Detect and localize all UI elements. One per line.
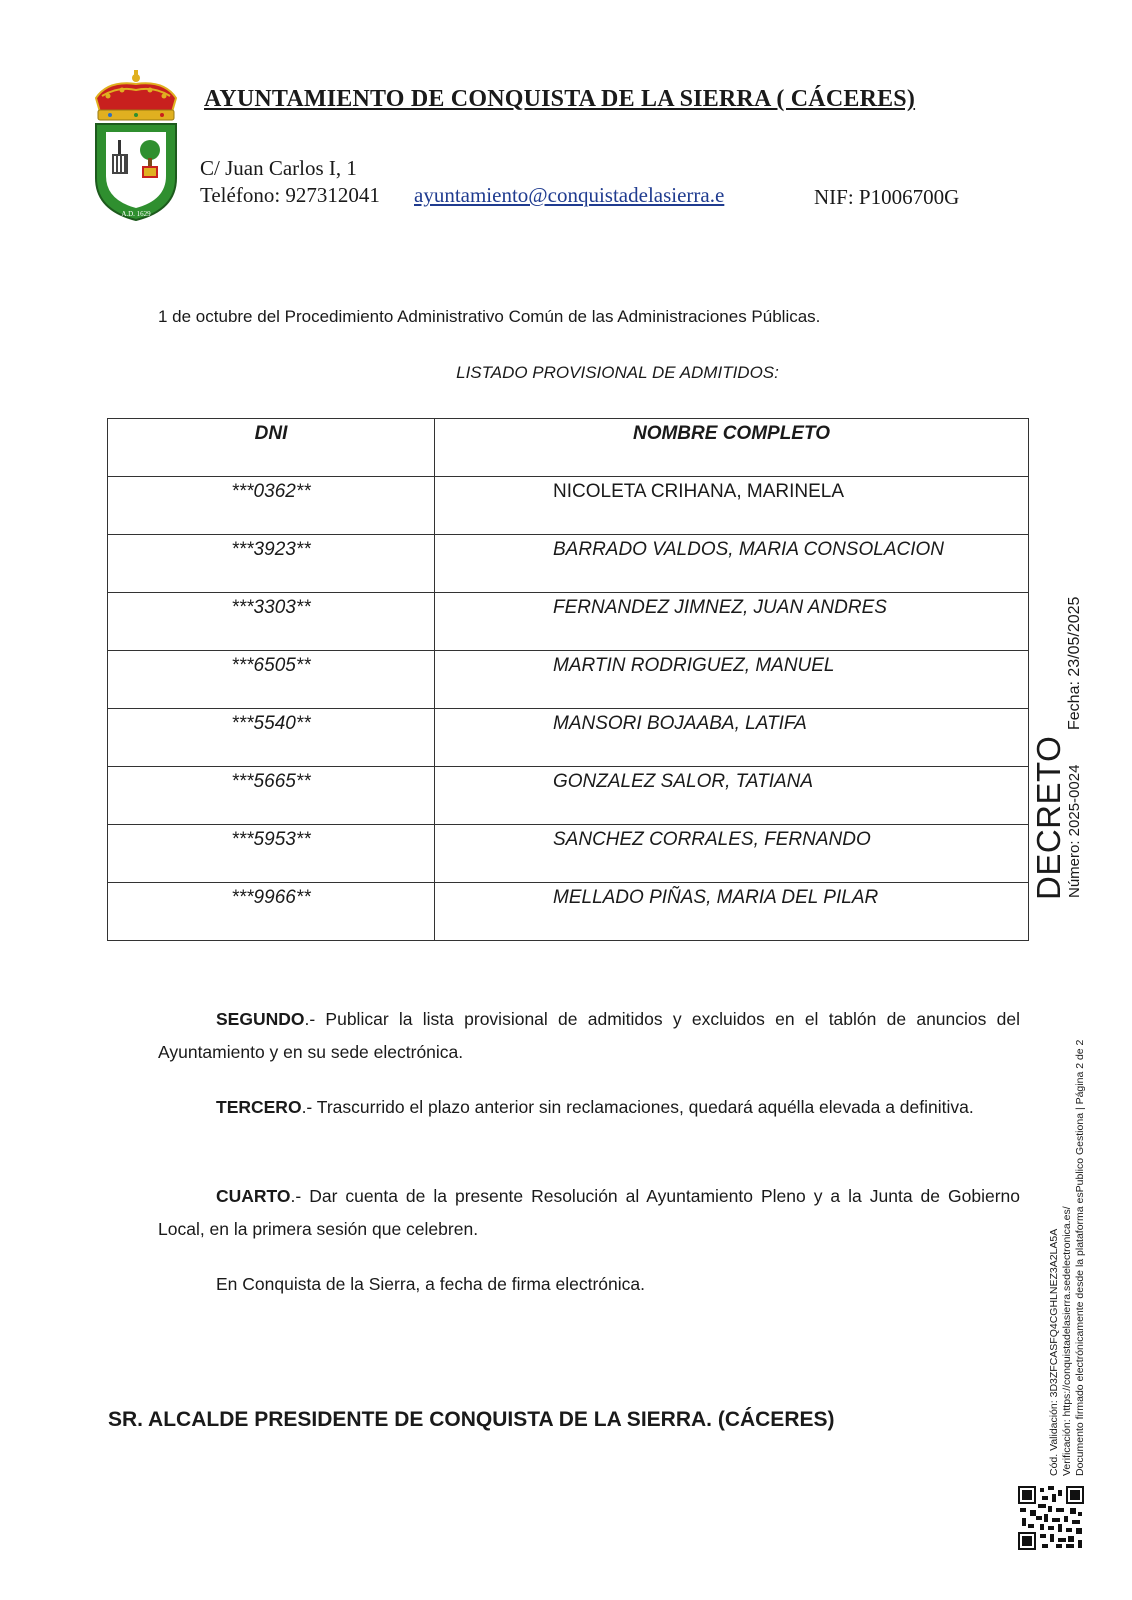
dni-cell: ***0362** bbox=[108, 477, 435, 535]
paragraph-segundo bbox=[158, 1003, 1020, 1069]
paragraph-tercero bbox=[158, 1091, 1020, 1124]
admitted-table bbox=[107, 418, 1029, 941]
stamp-signed-note: Documento firmado electrónicamente desde la plataforma esPublico Gestiona | Página 2 de 2 bbox=[1074, 1039, 1086, 1476]
name-cell: MELLADO PIÑAS, MARIA DEL PILAR bbox=[435, 883, 1029, 941]
name-cell: FERNANDEZ JIMNEZ, JUAN ANDRES bbox=[435, 593, 1029, 651]
stamp-verification-url[interactable]: Verificación: https://conquistadelasierra.sedelectronica.es/ bbox=[1061, 1206, 1073, 1476]
page-title: AYUNTAMIENTO DE CONQUISTA DE LA SIERRA ( CÁCERES) bbox=[204, 86, 916, 112]
stamp-validation-code: Cód. Validación: 3D3ZFCASFQ4CGHLNEZ3A2LA5A bbox=[1048, 1228, 1060, 1476]
table-row bbox=[108, 535, 1029, 593]
cuarto-text: .- Dar cuenta de la presente Resolución al Ayuntamiento Pleno y a la Junta de Gobierno Local, en la primera sesión que celebren. bbox=[158, 1186, 1020, 1239]
dni-cell: ***3303** bbox=[108, 593, 435, 651]
cuarto-label: CUARTO bbox=[216, 1186, 291, 1206]
table-row bbox=[108, 709, 1029, 767]
stamp-date: Fecha: 23/05/2025 bbox=[1066, 596, 1083, 730]
table-row bbox=[108, 593, 1029, 651]
qr-code-icon bbox=[1018, 1486, 1084, 1550]
tercero-text: .- Trascurrido el plazo anterior sin reclamaciones, quedará aquélla elevada a definitiva. bbox=[301, 1097, 974, 1117]
address-line: C/ Juan Carlos I, 1 bbox=[200, 156, 357, 180]
table-row bbox=[108, 883, 1029, 941]
dni-cell: ***5665** bbox=[108, 767, 435, 825]
segundo-label: SEGUNDO bbox=[216, 1009, 305, 1029]
stamp-number: Número: 2025-0024 bbox=[1066, 764, 1083, 898]
dni-cell: ***9966** bbox=[108, 883, 435, 941]
paragraph-cuarto bbox=[158, 1180, 1020, 1246]
phone-line: Teléfono: 927312041 bbox=[200, 183, 380, 207]
name-cell: MARTIN RODRIGUEZ, MANUEL bbox=[435, 651, 1029, 709]
name-cell: NICOLETA CRIHANA, MARINELA bbox=[435, 477, 1029, 535]
name-cell: SANCHEZ CORRALES, FERNANDO bbox=[435, 825, 1029, 883]
nif-line: NIF: P1006700G bbox=[814, 185, 960, 209]
name-cell: MANSORI BOJAABA, LATIFA bbox=[435, 709, 1029, 767]
name-cell: BARRADO VALDOS, MARIA CONSOLACION bbox=[435, 535, 1029, 593]
column-header-name: NOMBRE COMPLETO bbox=[435, 419, 1029, 477]
list-title: LISTADO PROVISIONAL DE ADMITIDOS: bbox=[456, 363, 779, 382]
stamp-decreto: DECRETO bbox=[1030, 735, 1067, 900]
closing-paragraph: En Conquista de la Sierra, a fecha de firma electrónica. bbox=[216, 1274, 645, 1294]
signature-line: SR. ALCALDE PRESIDENTE DE CONQUISTA DE LA SIERRA. (CÁCERES) bbox=[108, 1408, 835, 1431]
dni-cell: ***5953** bbox=[108, 825, 435, 883]
tercero-label: TERCERO bbox=[216, 1097, 302, 1117]
name-cell: GONZALEZ SALOR, TATIANA bbox=[435, 767, 1029, 825]
column-header-dni: DNI bbox=[108, 419, 435, 477]
intro-text: 1 de octubre del Procedimiento Administrativo Común de las Administraciones Públicas. bbox=[158, 307, 821, 326]
segundo-text: .- Publicar la lista provisional de admitidos y excluidos en el tablón de anuncios del Ayuntamiento y en su sede electrónica. bbox=[158, 1009, 1020, 1062]
table-row bbox=[108, 477, 1029, 535]
email-link[interactable]: ayuntamiento@conquistadelasierra.e bbox=[414, 183, 725, 207]
table-row bbox=[108, 825, 1029, 883]
crest-motto: A.D. 1629 bbox=[121, 210, 151, 218]
municipal-crest-logo bbox=[88, 66, 184, 226]
table-row bbox=[108, 767, 1029, 825]
table-row bbox=[108, 651, 1029, 709]
crown-icon bbox=[96, 70, 176, 120]
dni-cell: ***3923** bbox=[108, 535, 435, 593]
table-header-row bbox=[108, 419, 1029, 477]
dni-cell: ***6505** bbox=[108, 651, 435, 709]
dni-cell: ***5540** bbox=[108, 709, 435, 767]
